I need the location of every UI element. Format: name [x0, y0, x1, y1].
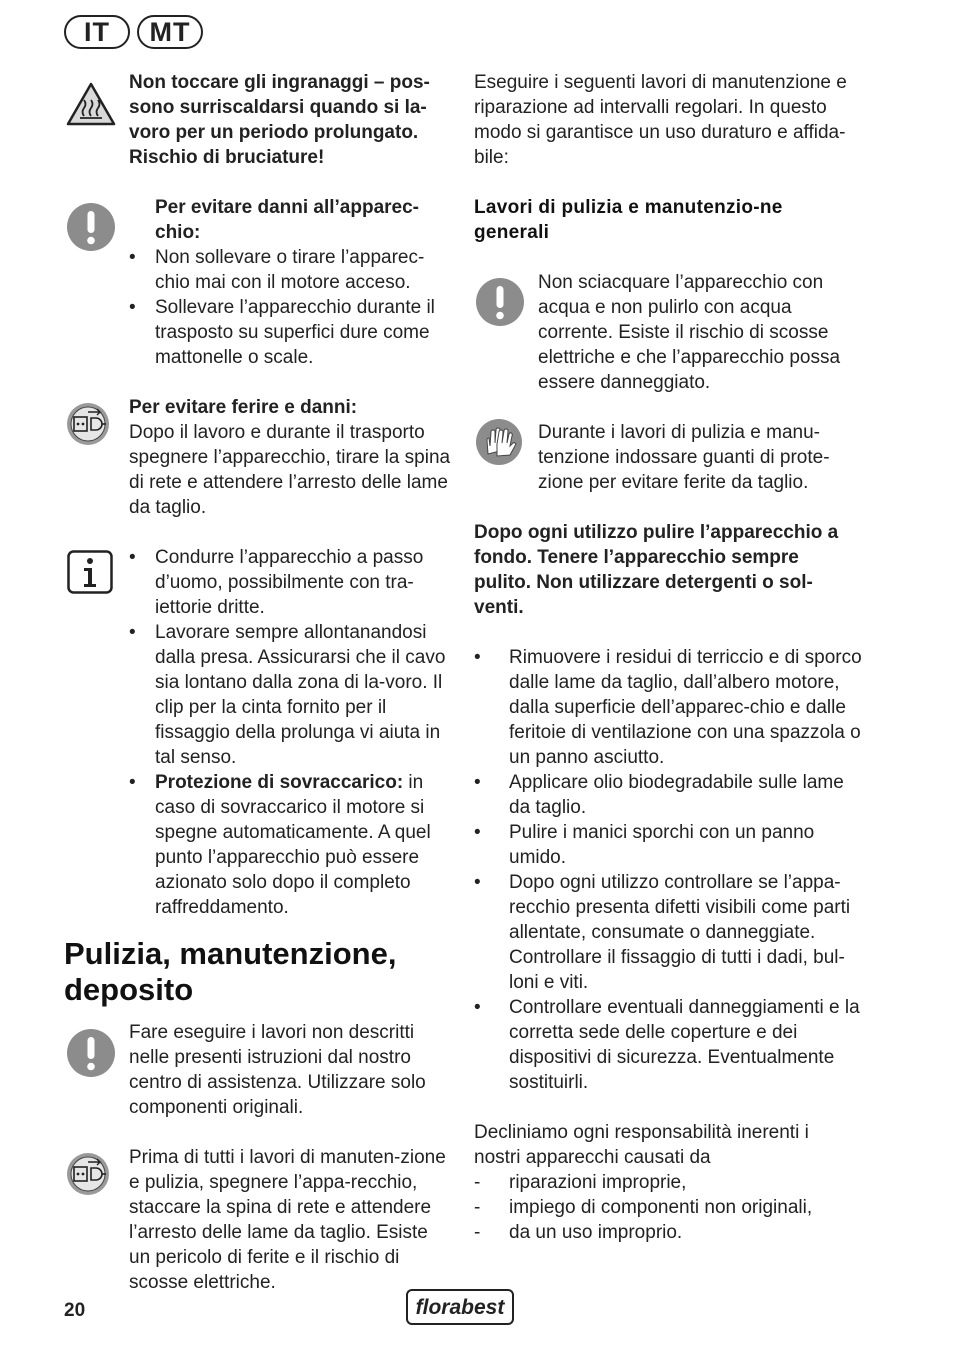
- exclamation-icon: [475, 277, 525, 327]
- liability-list: [474, 1170, 854, 1245]
- list-item: • Controllare eventuali danneggiamenti e la corretta sede delle coperture e dei dispositivi di sicurezza. Eventualmente sostituirli.: [474, 995, 869, 1095]
- damage-title: Per evitare danni all’apparec-chio:: [155, 197, 420, 243]
- list-item: [129, 770, 449, 920]
- list-item: • Non sollevare o tirare l’apparec-chio mai con il motore acceso.: [129, 245, 449, 295]
- info-list: [129, 545, 449, 920]
- before-maintenance-text: Prima di tutti i lavori di manuten-zione e pulizia, spegnere l’appa-recchio, staccare la spina di rete e attendere l’arresto delle lame da taglio. Esiste un pericolo di ferite e il rischio di scosse elettriche.: [129, 1147, 446, 1293]
- list-item: • Dopo ogni utilizzo controllare se l’appa-recchio presenta difetti visibili come parti allentate, consumate o danneggiate. Controllare il fissaggio di tutti i dadi, bul-loni e viti.: [474, 870, 869, 995]
- liability-intro: Decliniamo ogni responsabilità inerenti i nostri apparecchi causati da: [474, 1122, 809, 1168]
- list-item: • Lavorare sempre allontanandosi dalla presa. Assicurarsi che il cavo sia lontano dalla zona di la-voro. Il clip per la cinta fornito per il fissaggio della prolunga vi aiuta in tal senso.: [129, 620, 449, 770]
- overload-text: in caso di sovraccarico il motore si spegne automaticamente. A quel punto l’apparecchio può essere azionato solo dopo il completo raffreddamento.: [155, 772, 431, 918]
- list-item: - impiego di componenti non originali,: [474, 1195, 854, 1220]
- section-title: [64, 936, 464, 1008]
- list-item: • Condurre l’apparecchio a passo d’uomo, possibilmente con tra-iettorie dritte.: [129, 545, 449, 620]
- injury-text: Dopo il lavoro e durante il trasporto spegnere l’apparecchio, tirare la spina di rete e attendere l’arresto delle lame da taglio.: [129, 422, 451, 518]
- list-item: • Pulire i manici sporchi con un panno umido.: [474, 820, 869, 870]
- section-title-line2: deposito: [64, 972, 194, 1007]
- cleaning-list: [474, 645, 869, 1095]
- intro-text: Eseguire i seguenti lavori di manutenzione e riparazione ad intervalli regolari. In questo modo si garantisce un uso duraturo e affida-bile:: [474, 72, 847, 168]
- info-icon: [67, 550, 113, 594]
- gloves-text: Durante i lavori di pulizia e manu-tenzione indossare guanti di prote-zione per evitare ferite da taglio.: [538, 422, 830, 493]
- exclamation-icon: [66, 202, 116, 252]
- lang-badge-mt: MT: [137, 15, 203, 49]
- gloves-icon: [475, 418, 523, 466]
- list-item: - riparazioni improprie,: [474, 1170, 854, 1195]
- overload-label: Protezione di sovraccarico:: [155, 772, 404, 793]
- brand-logo: florabest: [406, 1289, 514, 1325]
- list-item: • Applicare olio biodegradabile sulle lame da taglio.: [474, 770, 869, 820]
- injury-title: Per evitare ferire e danni:: [129, 397, 358, 418]
- unplug-icon: [66, 402, 110, 446]
- section-title-line1: Pulizia, manutenzione,: [64, 936, 397, 971]
- hot-surface-warning-icon: [65, 81, 117, 127]
- list-item: • Sollevare l’apparecchio durante il trasposto su superfici dure come mattonelle o scale.: [129, 295, 449, 370]
- list-item: • Rimuovere i residui di terriccio e di sporco dalle lame da taglio, dall’albero motore, dalla superficie dell’apparec-chio e dalle feritoie di ventilazione con una spazzola o un panno asciutto.: [474, 645, 869, 770]
- service-text: Fare eseguire i lavori non descritti nelle presenti istruzioni dal nostro centro di assistenza. Utilizzare solo componenti originali.: [129, 1022, 426, 1118]
- water-warning-text: Non sciacquare l’apparecchio con acqua e non pulirlo con acqua corrente. Esiste il rischio di scosse elettriche e che l’apparecchio possa essere danneggiato.: [538, 272, 841, 393]
- exclamation-icon: [66, 1028, 116, 1078]
- subheading: Lavori di pulizia e manutenzio-ne generali: [474, 197, 783, 243]
- page-number: 20: [64, 1300, 86, 1321]
- list-item: - da un uso improprio.: [474, 1220, 854, 1245]
- lang-badge-it: IT: [64, 15, 130, 49]
- after-use-text: Dopo ogni utilizzo pulire l’apparecchio a fondo. Tenere l’apparecchio sempre pulito. Non utilizzare detergenti o sol-venti.: [474, 522, 839, 618]
- damage-list: [129, 245, 449, 370]
- unplug-icon: [66, 1152, 110, 1196]
- heat-warning-text: Non toccare gli ingranaggi – pos-sono surriscaldarsi quando si la-voro per un periodo prolungato. Rischio di bruciature!: [129, 72, 430, 168]
